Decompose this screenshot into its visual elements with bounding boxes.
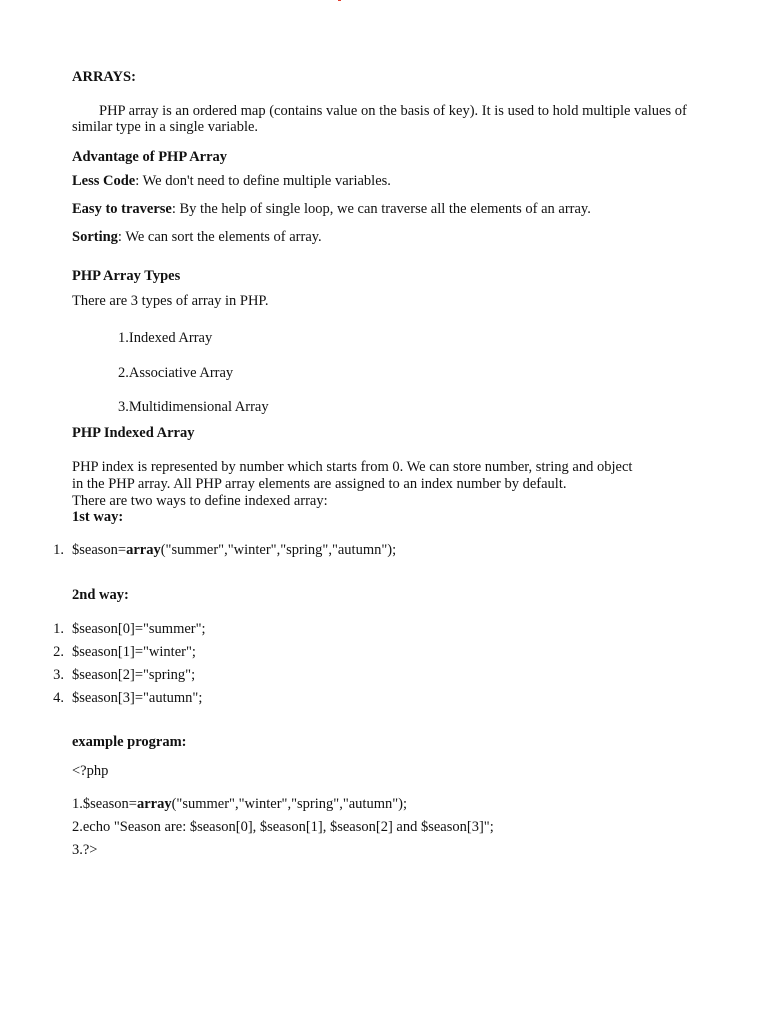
list-number: 4.: [53, 690, 64, 706]
list-number: 2.: [53, 644, 64, 660]
example-code-line-1: [72, 796, 407, 812]
second-way-code-line: $season[1]="winter";: [72, 644, 196, 660]
example-label: example program:: [72, 734, 187, 750]
advantage-term: Sorting: [72, 229, 118, 245]
advantage-term: Easy to traverse: [72, 201, 172, 217]
type-item-associative: 2.Associative Array: [118, 365, 234, 381]
code-text: ("summer","winter","spring","autumn");: [171, 796, 408, 812]
list-number: 3.: [53, 667, 64, 683]
example-code-line-2: 2.echo "Season are: $season[0], $season[1], $season[2] and $season[3]";: [72, 819, 494, 835]
types-intro: There are 3 types of array in PHP.: [72, 293, 269, 309]
advantages-title: Advantage of PHP Array: [72, 149, 228, 165]
second-way-code-line: $season[2]="spring";: [72, 667, 196, 683]
advantage-text: : By the help of single loop, we can traverse all the elements of an array.: [171, 201, 591, 217]
second-way-code-line: $season[3]="autumn";: [72, 690, 203, 706]
top-red-mark: [338, 0, 341, 1]
second-way-label: 2nd way:: [72, 587, 129, 603]
example-open-tag: <?php: [72, 763, 109, 779]
indexed-line-3: There are two ways to define indexed array:: [72, 493, 328, 509]
list-number: 1.: [53, 621, 64, 637]
example-code-line-3: 3.?>: [72, 842, 98, 858]
indexed-line-2: in the PHP array. All PHP array elements are assigned to an index number by default.: [72, 476, 567, 492]
second-way-code-line: $season[0]="summer";: [72, 621, 206, 637]
code-text: ("summer","winter","spring","autumn");: [160, 542, 397, 558]
first-way-code: [72, 542, 396, 558]
code-keyword: array: [136, 796, 172, 812]
indexed-line-1: PHP index is represented by number which starts from 0. We can store number, string and object: [72, 459, 633, 475]
advantage-less-code: [72, 173, 391, 189]
code-text: $season=: [72, 542, 127, 558]
type-item-indexed: 1.Indexed Array: [118, 330, 213, 346]
advantage-easy-traverse: [72, 201, 591, 217]
code-keyword: array: [126, 542, 161, 558]
types-title: PHP Array Types: [72, 268, 181, 284]
advantage-text: : We can sort the elements of array.: [117, 229, 322, 245]
advantage-sorting: [72, 229, 322, 245]
first-way-label: 1st way:: [72, 509, 124, 525]
advantage-term: Less Code: [72, 173, 136, 189]
code-text: 1.$season=: [72, 796, 137, 812]
advantage-text: : We don't need to define multiple variables.: [135, 173, 391, 189]
intro-paragraph: PHP array is an ordered map (contains value on the basis of key). It is used to hold multiple values of similar type in a single variable.: [72, 103, 687, 135]
list-number: 1.: [53, 542, 64, 558]
page-heading: ARRAYS:: [72, 69, 136, 85]
type-item-multidimensional: 3.Multidimensional Array: [118, 399, 269, 415]
indexed-title: PHP Indexed Array: [72, 425, 195, 441]
